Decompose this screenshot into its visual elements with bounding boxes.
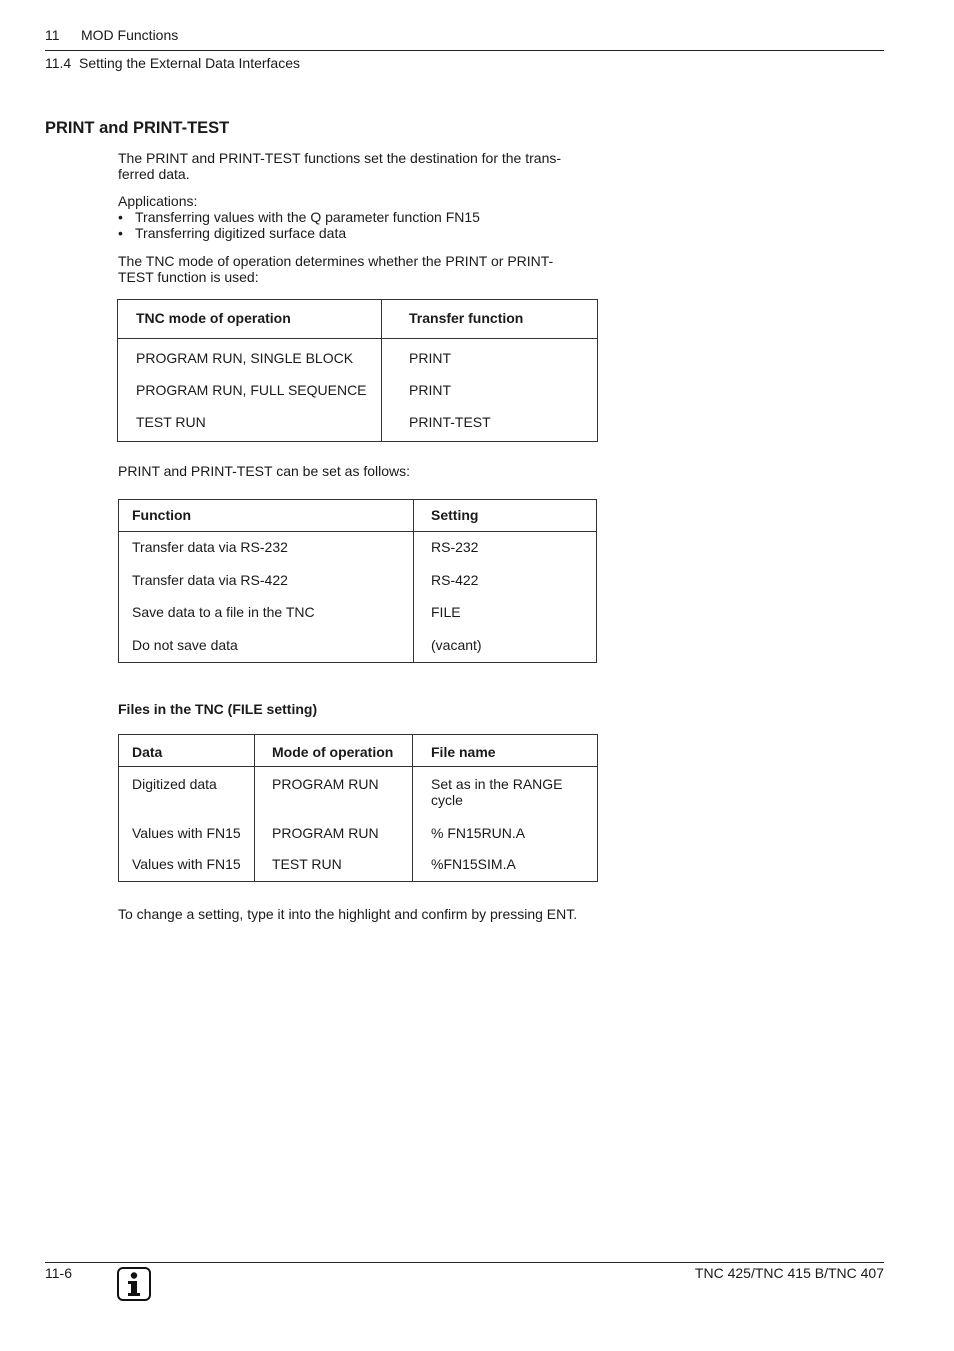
table-cell: RS-422 [431, 571, 479, 588]
table-cell: RS-232 [431, 539, 479, 555]
column-header: File name [431, 744, 496, 760]
table-cell: Do not save data [119, 630, 414, 663]
table-cell: PROGRAM RUN, SINGLE BLOCK [118, 339, 382, 372]
table-cell: PRINT [409, 381, 451, 398]
transfer-function-table [117, 299, 598, 442]
table-cell: Values with FN15 [119, 848, 255, 882]
file-name-line: Set as in the RANGE [431, 776, 563, 792]
table-row [119, 630, 597, 663]
list-item [118, 225, 598, 241]
column-header: Mode of operation [255, 735, 413, 767]
table-row [119, 767, 598, 816]
table-cell: PROGRAM RUN [255, 816, 413, 848]
table-row [119, 848, 598, 882]
table-cell: Transfer data via RS-422 [119, 565, 414, 597]
file-name-table [118, 734, 598, 882]
table-cell: TEST RUN [255, 848, 413, 882]
table-cell [413, 767, 598, 816]
table-cell: %FN15SIM.A [431, 855, 516, 872]
closing-paragraph: To change a setting, type it into the highlight and confirm by pressing ENT. [118, 906, 578, 922]
files-heading: Files in the TNC (FILE setting) [118, 701, 318, 717]
header-divider [45, 50, 884, 51]
mode-paragraph [118, 253, 598, 285]
table-cell: FILE [431, 603, 461, 620]
table-header-row [118, 300, 598, 339]
chapter-title: MOD Functions [81, 27, 179, 43]
list-item [118, 209, 598, 225]
applications-label: Applications: [118, 193, 198, 209]
table-row [119, 597, 597, 630]
table-row [119, 565, 597, 597]
column-header: Transfer function [409, 310, 524, 326]
table-cell: Save data to a file in the TNC [119, 597, 414, 630]
column-header: Data [119, 735, 255, 767]
table-cell: Transfer data via RS-232 [119, 532, 414, 565]
mode-line: TEST function is used: [118, 269, 259, 285]
table-row [119, 816, 598, 848]
table-row [118, 404, 598, 442]
table-cell: (vacant) [431, 636, 482, 653]
table-row [118, 339, 598, 372]
table-row [118, 372, 598, 404]
table-cell: PROGRAM RUN [255, 767, 413, 816]
table-cell: TEST RUN [118, 404, 382, 442]
table-cell: Digitized data [119, 767, 255, 816]
applications-block [118, 193, 598, 241]
table-cell: PRINT [409, 350, 451, 366]
intro-line: The PRINT and PRINT-TEST functions set the destination for the trans- [118, 150, 562, 166]
set-paragraph: PRINT and PRINT-TEST can be set as follows: [118, 463, 411, 479]
list-item-text: Transferring digitized surface data [135, 225, 347, 241]
column-header: Function [119, 500, 414, 532]
column-header: TNC mode of operation [118, 300, 382, 339]
table-header-row [119, 500, 597, 532]
intro-paragraph [118, 150, 598, 182]
table-row [119, 532, 597, 565]
page-title: PRINT and PRINT-TEST [45, 119, 230, 137]
table-header-row [119, 735, 598, 767]
chapter-number: 11 [45, 27, 60, 43]
intro-line: ferred data. [118, 166, 190, 182]
setting-table [118, 499, 597, 663]
table-cell: PROGRAM RUN, FULL SEQUENCE [118, 372, 382, 404]
table-cell: Values with FN15 [119, 816, 255, 848]
model-label: TNC 425/TNC 415 B/TNC 407 [694, 1265, 884, 1281]
table-cell: PRINT-TEST [409, 413, 491, 430]
section-title: 11.4 Setting the External Data Interfaces [45, 55, 301, 71]
bullet-icon: • [118, 209, 123, 225]
file-name-line: cycle [431, 792, 463, 808]
bullet-icon: • [118, 225, 123, 241]
column-header: Setting [431, 507, 479, 523]
mode-line: The TNC mode of operation determines whether the PRINT or PRINT- [118, 253, 554, 269]
footer-divider [45, 1262, 884, 1263]
list-item-text: Transferring values with the Q parameter function FN15 [135, 209, 480, 225]
info-icon [117, 1267, 151, 1301]
page-number: 11-6 [45, 1265, 72, 1281]
table-cell: % FN15RUN.A [431, 824, 526, 841]
